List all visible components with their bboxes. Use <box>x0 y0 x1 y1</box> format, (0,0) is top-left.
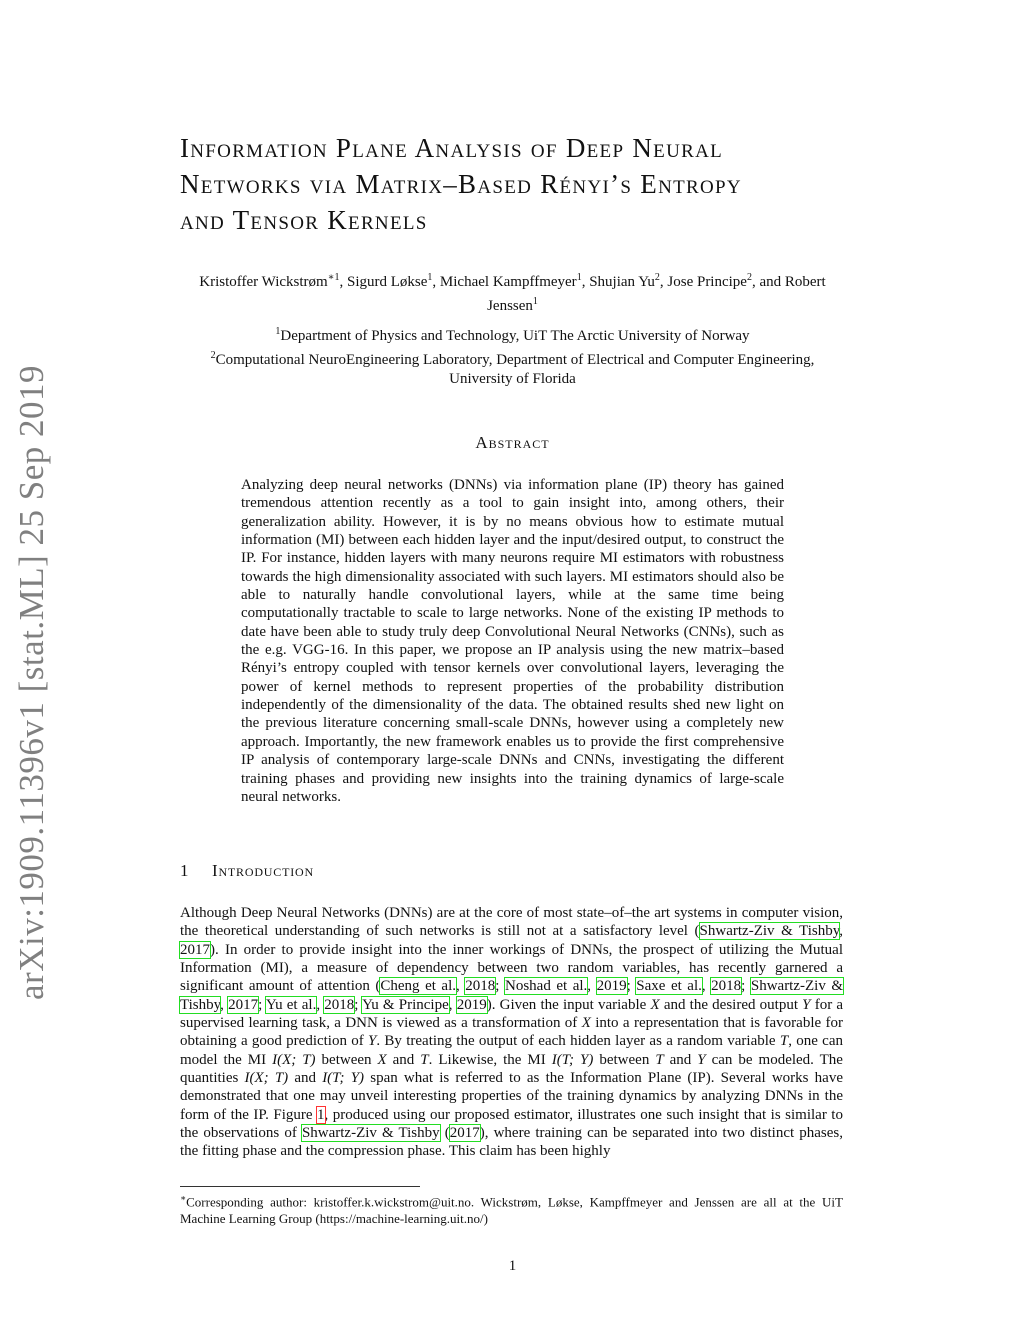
intro-text: and the desired output <box>659 996 803 1013</box>
citation-link[interactable]: 2017 <box>180 941 210 958</box>
intro-text: , <box>220 996 229 1013</box>
intro-text: between <box>315 1051 378 1068</box>
intro-text: , <box>839 923 843 940</box>
intro-text: between <box>593 1051 656 1068</box>
math-symbol: I(X; T) <box>244 1070 289 1087</box>
math-symbol: X <box>650 996 660 1013</box>
footnote-divider <box>180 1186 420 1187</box>
affiliation-text: Computational NeuroEngineering Laboratory, Department of Electrical and Computer Engineering, University of Florida <box>215 352 815 387</box>
intro-text: and <box>663 1051 698 1068</box>
citation-link[interactable]: 2017 <box>449 1125 480 1142</box>
title-line-1: Information Plane Analysis of Deep Neural <box>180 133 724 163</box>
author-mark: 2 <box>654 272 660 283</box>
intro-text: and <box>386 1051 421 1068</box>
intro-text: , <box>587 978 597 995</box>
math-symbol: I(X; T) <box>272 1051 316 1068</box>
title-line-2: Networks via Matrix–Based Rényi’s Entropy <box>180 169 742 199</box>
citation-link[interactable]: Yu et al. <box>265 996 317 1013</box>
figure-reference-link[interactable]: 1 <box>317 1106 325 1123</box>
abstract-heading: Abstract <box>475 433 550 452</box>
intro-text: , one can model the MI <box>180 1033 843 1068</box>
page-number: 1 <box>508 1258 517 1274</box>
title-line-3: and Tensor Kernels <box>180 205 428 235</box>
intro-text: span what is referred to as the Information Plane (IP). Several works have demonstrated that one may unveil interesting properties of the training dynamics by analyzing DNNs in the form of the IP. Figure <box>180 1070 843 1123</box>
footnote-mark: ∗ <box>180 1193 187 1203</box>
intro-text: ; <box>741 978 751 995</box>
author-mark: 1 <box>576 272 582 283</box>
footnote-text: Corresponding author: kristoffer.k.wickstrom@uit.no. Wickstrøm, Løkse, Kampffmeyer and Jenssen are all at the UiT Machine Learning Group (https://machine-learning.uit.no/) <box>180 1194 843 1227</box>
intro-text: . By treating the output of each hidden layer as a random variable <box>376 1033 780 1050</box>
intro-text: ; <box>258 996 266 1013</box>
math-symbol: T <box>655 1051 664 1068</box>
affiliation-text: Department of Physics and Technology, UiT The Arctic University of Norway <box>280 328 750 344</box>
author-mark: 2 <box>746 272 752 283</box>
citation-link[interactable]: Shwartz-Ziv & Tishby <box>180 978 844 1013</box>
math-symbol: Y <box>802 996 811 1013</box>
intro-text: , <box>701 978 712 995</box>
introduction-paragraph <box>180 904 843 1161</box>
affiliation-2 <box>180 346 845 389</box>
math-symbol: X <box>377 1051 387 1068</box>
author-mark: ∗1 <box>327 272 340 283</box>
citation-link[interactable]: 2018 <box>324 996 355 1013</box>
math-symbol: T <box>779 1033 789 1050</box>
author-list <box>180 268 845 316</box>
intro-text: , <box>448 996 457 1013</box>
citation-link[interactable]: Shwartz-Ziv & Tishby <box>699 923 840 940</box>
citation-link[interactable]: 2018 <box>465 978 496 995</box>
section-heading <box>180 861 580 881</box>
citation-link[interactable]: 2018 <box>711 978 742 995</box>
affiliations <box>180 322 845 389</box>
math-symbol: Y <box>697 1051 706 1068</box>
citation-link[interactable]: Shwartz-Ziv & Tishby <box>301 1125 440 1142</box>
citation-link[interactable]: 2019 <box>596 978 627 995</box>
intro-text: , <box>456 978 466 995</box>
citation-link[interactable]: Noshad et al. <box>505 978 588 995</box>
author-mark: 1 <box>427 272 433 283</box>
section-title: Introduction <box>212 861 314 880</box>
citation-link[interactable]: Saxe et al. <box>636 978 702 995</box>
citation-link[interactable]: 2017 <box>228 996 259 1013</box>
intro-text: into a representation that is favorable for obtaining a good prediction of <box>180 1015 843 1050</box>
math-symbol: X <box>581 1015 591 1032</box>
math-symbol: T <box>420 1051 429 1068</box>
intro-text: and <box>288 1070 323 1087</box>
section-number: 1 <box>180 861 190 880</box>
math-symbol: Y <box>368 1033 377 1050</box>
intro-text: can be modeled. The quantities <box>180 1051 843 1087</box>
citation-link[interactable]: 2019 <box>456 996 487 1013</box>
intro-text: , produced using our proposed estimator, illustrates one such insight that is similar to the observations of <box>180 1106 843 1142</box>
abstract-body: Analyzing deep neural networks (DNNs) via information plane (IP) theory has gained tremendous attention recently as a tool to gain insight into, among others, their generalization ability. However, it is by no means obvious how to estimate mutual information (MI) between each hidden layer and the input/desired output, to construct the IP. For instance, hidden layers with many neurons require MI estimators with robustness towards the high dimensionality associated with such layers. MI estimators should also be able to naturally handle convolutional layers, while at the same time being computationally tractable to scale to large networks. None of the existing IP methods to date have been able to study truly deep Convolutional Neural Networks (CNNs), such as the e.g. VGG-16. In this paper, we propose an IP analysis using the new matrix–based Rényi’s entropy coupled with tensor kernels over convolutional layers, leveraging the power of kernel methods to represent properties of the probability distribution independently of the dimensionality of the data. The obtained results shed new light on the previous literature concerning small-scale DNNs, however using a completely new approach. Importantly, the new framework enables us to provide the first comprehensive IP analysis of contemporary large-scale DNNs and CNNs, investigating the different training phases and providing new insights into the training dynamics of large-scale neural networks. <box>241 477 784 805</box>
footnote <box>180 1190 843 1227</box>
affiliation-1 <box>180 322 845 346</box>
intro-text: ; <box>495 978 505 995</box>
affiliation-mark: 1 <box>275 326 281 337</box>
citation-link[interactable]: Yu & Principe <box>362 996 449 1013</box>
affiliation-mark: 2 <box>210 350 216 361</box>
author-name: , Jose Principe <box>659 274 747 290</box>
intro-text: for a supervised learning task, a DNN is viewed as a transformation of <box>180 996 844 1032</box>
intro-text: ). Given the input variable <box>486 996 651 1013</box>
math-symbol: I(T; Y) <box>551 1051 594 1068</box>
author-name: Kristoffer Wickstrøm <box>199 274 328 290</box>
intro-text: , <box>316 996 325 1013</box>
author-name: , Shujian Yu <box>581 274 655 290</box>
intro-text: ; <box>354 996 363 1013</box>
intro-text: . Likewise, the MI <box>428 1051 552 1068</box>
author-name: , and Robert Jenssen <box>487 274 826 314</box>
author-mark: 1 <box>532 296 538 307</box>
intro-text: ). In order to provide insight into the inner workings of DNNs, the prospect of utilizing the Mutual Information (MI), a measure of dependency between two random variables, has recently garnered a significant amount of attention ( <box>180 941 843 995</box>
citation-link[interactable]: Cheng et al. <box>380 978 457 995</box>
arxiv-identifier: arXiv:1909.11396v1 [stat.ML] 25 Sep 2019 <box>12 364 51 1000</box>
paper-title <box>180 130 845 238</box>
intro-text: ( <box>439 1125 450 1142</box>
intro-text: ; <box>626 978 637 995</box>
intro-text: ), where training can be separated into two distinct phases, the fitting phase and the compression phase. This claim has been highly <box>180 1125 844 1160</box>
intro-text: Although Deep Neural Networks (DNNs) are at the core of most state–of–the art systems in computer vision, the theoretical understanding of such networks is still not at a satisfactory level ( <box>180 905 843 940</box>
author-name: , Sigurd Løkse <box>339 274 428 290</box>
author-name: , Michael Kampffmeyer <box>432 274 577 290</box>
math-symbol: I(T; Y) <box>322 1070 365 1087</box>
